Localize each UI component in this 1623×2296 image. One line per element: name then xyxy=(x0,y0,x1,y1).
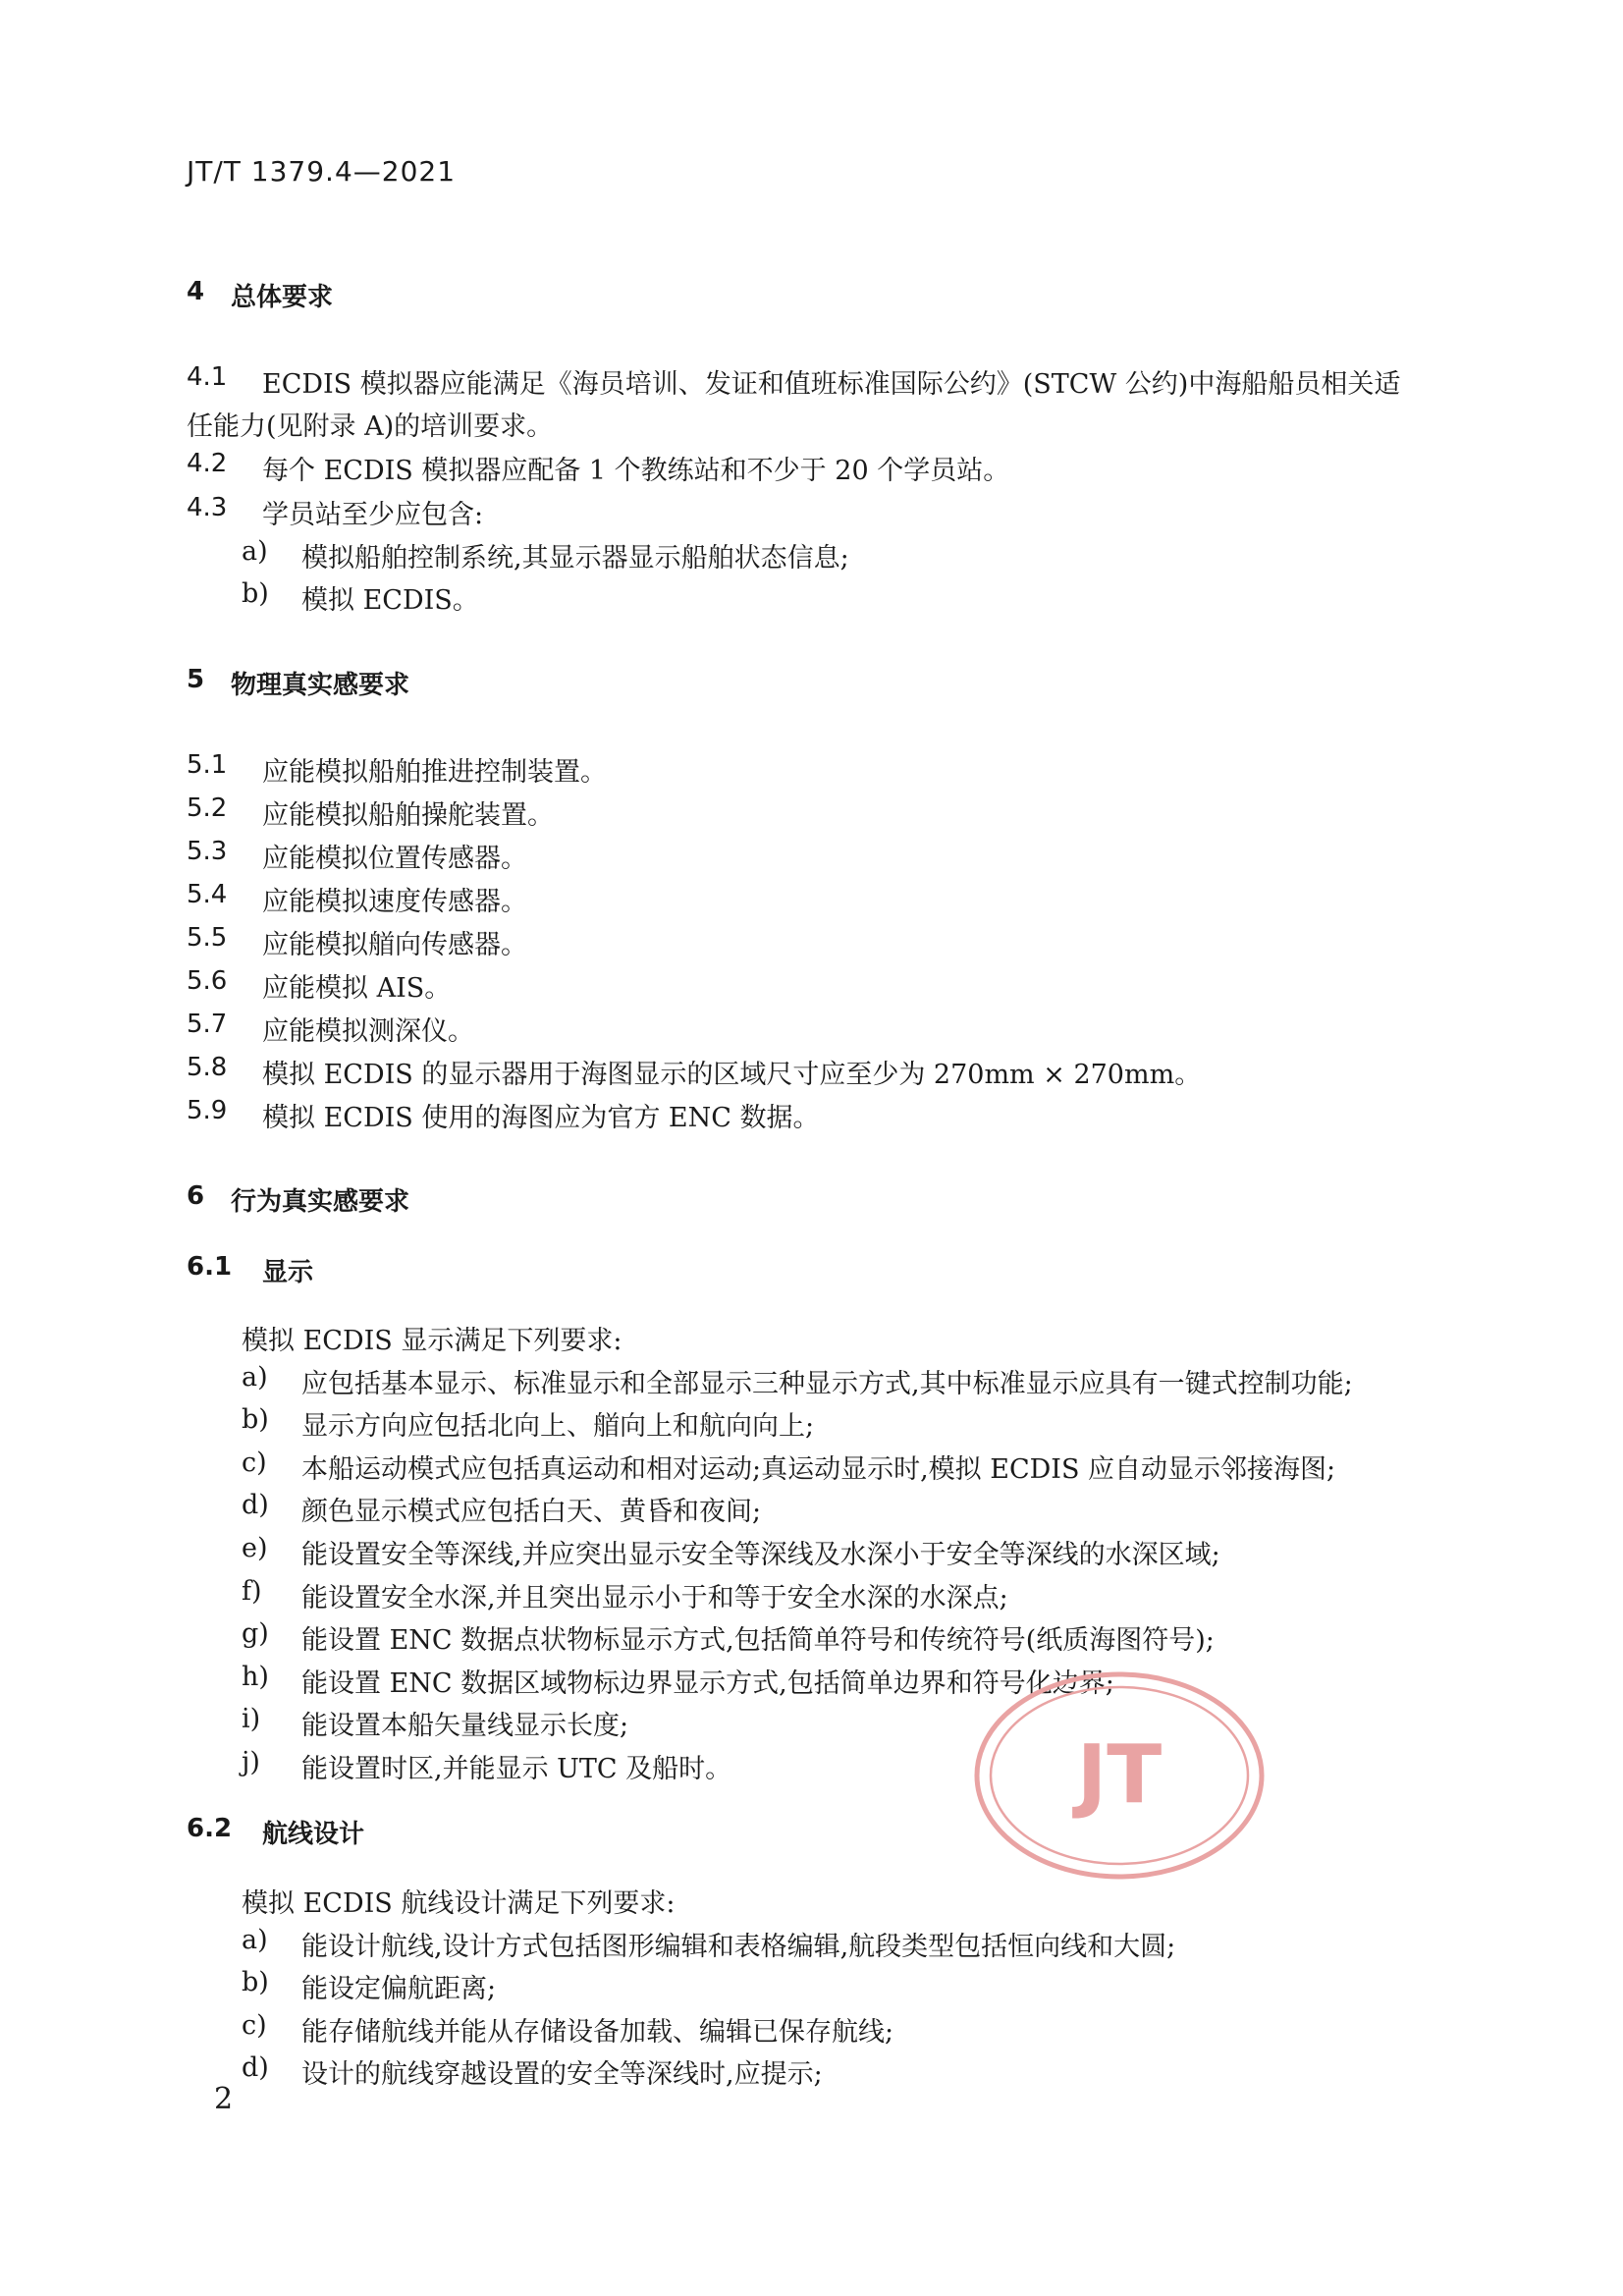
clause-text: ECDIS 模拟器应能满足《海员培训、发证和值班标准国际公约》(STCW 公约)中海船船员相关适 xyxy=(262,369,1401,400)
item-text: 能设置时区,并能显示 UTC 及船时。 xyxy=(301,1754,732,1784)
clause-number: 4.2 xyxy=(187,449,228,478)
subsection-number: 6.1 xyxy=(187,1252,233,1282)
clause-number: 5.6 xyxy=(187,966,228,996)
clause-number: 5.9 xyxy=(187,1096,228,1125)
clause-number: 5.7 xyxy=(187,1010,228,1039)
clause-text: 模拟 ECDIS 的显示器用于海图显示的区域尺寸应至少为 270mm × 270mm。 xyxy=(262,1060,1202,1090)
item-label: g) xyxy=(242,1618,269,1649)
item-text: 模拟船舶控制系统,其显示器显示船舶状态信息; xyxy=(301,543,849,574)
item-label: a) xyxy=(242,1362,268,1393)
clause-text: 应能模拟船舶推进控制装置。 xyxy=(262,757,607,788)
item-text: 能设计航线,设计方式包括图形编辑和表格编辑,航段类型包括恒向线和大圆; xyxy=(301,1932,1176,1962)
stamp-text: JT xyxy=(1076,1728,1163,1822)
item-text: 能设置 ENC 数据点状物标显示方式,包括简单符号和传统符号(纸质海图符号); xyxy=(301,1625,1215,1656)
item-text: 应包括基本显示、标准显示和全部显示三种显示方式,其中标准显示应具有一键式控制功能; xyxy=(301,1369,1353,1399)
subsection-number: 6.2 xyxy=(187,1814,233,1843)
clause-text: 应能模拟 AIS。 xyxy=(262,973,452,1004)
item-label: b) xyxy=(242,1967,269,1997)
section-number: 4 xyxy=(187,277,205,306)
item-text: 能设置本船矢量线显示长度; xyxy=(301,1711,629,1741)
clause-text: 应能模拟艏向传感器。 xyxy=(262,930,527,960)
clause-number: 5.1 xyxy=(187,750,228,780)
clause-text: 模拟 ECDIS 使用的海图应为官方 ENC 数据。 xyxy=(262,1103,820,1133)
clause-number: 4.3 xyxy=(187,493,228,522)
clause-number: 4.1 xyxy=(187,362,228,392)
item-label: j) xyxy=(242,1747,260,1777)
item-label: d) xyxy=(242,1490,269,1520)
clause-number: 5.5 xyxy=(187,923,228,953)
page-number: 2 xyxy=(214,2082,234,2116)
clause-number: 5.3 xyxy=(187,837,228,866)
item-label: a) xyxy=(242,536,268,567)
item-text: 本船运动模式应包括真运动和相对运动;真运动显示时,模拟 ECDIS 应自动显示邻接海图; xyxy=(301,1454,1336,1485)
item-label: f) xyxy=(242,1576,262,1607)
item-label: e) xyxy=(242,1533,268,1563)
subsection-title: 航线设计 xyxy=(262,1820,365,1849)
clause-text: 应能模拟测深仪。 xyxy=(262,1016,474,1047)
item-text: 能设定偏航距离; xyxy=(301,1974,497,2004)
section-number: 5 xyxy=(187,665,205,694)
item-label: d) xyxy=(242,2052,269,2083)
section-number: 6 xyxy=(187,1181,205,1211)
section-title: 物理真实感要求 xyxy=(231,671,410,700)
clause-text: 学员站至少应包含: xyxy=(262,500,484,530)
clause-text: 每个 ECDIS 模拟器应配备 1 个教练站和不少于 20 个学员站。 xyxy=(262,456,1010,486)
item-text: 能存储航线并能从存储设备加载、编辑已保存航线; xyxy=(301,2017,894,2048)
item-text: 能设置安全等深线,并应突出显示安全等深线及水深小于安全等深线的水深区域; xyxy=(301,1540,1220,1570)
item-label: h) xyxy=(242,1662,269,1692)
subsection-lead: 模拟 ECDIS 航线设计满足下列要求: xyxy=(242,1888,676,1919)
item-text: 能设置安全水深,并且突出显示小于和等于安全水深的水深点; xyxy=(301,1583,1008,1613)
section-title: 行为真实感要求 xyxy=(231,1187,410,1217)
item-label: i) xyxy=(242,1704,261,1734)
clause-number: 5.2 xyxy=(187,793,228,823)
item-label: b) xyxy=(242,1404,269,1435)
section-title: 总体要求 xyxy=(231,283,334,312)
item-text: 能设置 ENC 数据区域物标边界显示方式,包括简单边界和符号化边界; xyxy=(301,1668,1114,1699)
item-label: b) xyxy=(242,578,269,609)
clause-number: 5.4 xyxy=(187,880,228,909)
clause-text: 应能模拟船舶操舵装置。 xyxy=(262,800,554,831)
document-code: JT/T 1379.4—2021 xyxy=(187,155,457,188)
clause-4-1-continuation: 任能力(见附录 A)的培训要求。 xyxy=(187,411,554,442)
clause-text: 应能模拟位置传感器。 xyxy=(262,844,527,874)
clause-text: 应能模拟速度传感器。 xyxy=(262,887,527,917)
jt-watermark-stamp xyxy=(972,1669,1267,1882)
item-text: 设计的航线穿越设置的安全等深线时,应提示; xyxy=(301,2059,823,2090)
item-label: c) xyxy=(242,1448,267,1478)
item-label: c) xyxy=(242,2010,267,2041)
subsection-title: 显示 xyxy=(262,1258,314,1287)
item-text: 模拟 ECDIS。 xyxy=(301,585,479,616)
item-label: a) xyxy=(242,1925,268,1955)
item-text: 显示方向应包括北向上、艏向上和航向向上; xyxy=(301,1411,815,1442)
item-text: 颜色显示模式应包括白天、黄昏和夜间; xyxy=(301,1497,762,1527)
subsection-lead: 模拟 ECDIS 显示满足下列要求: xyxy=(242,1326,622,1356)
clause-number: 5.8 xyxy=(187,1053,228,1082)
